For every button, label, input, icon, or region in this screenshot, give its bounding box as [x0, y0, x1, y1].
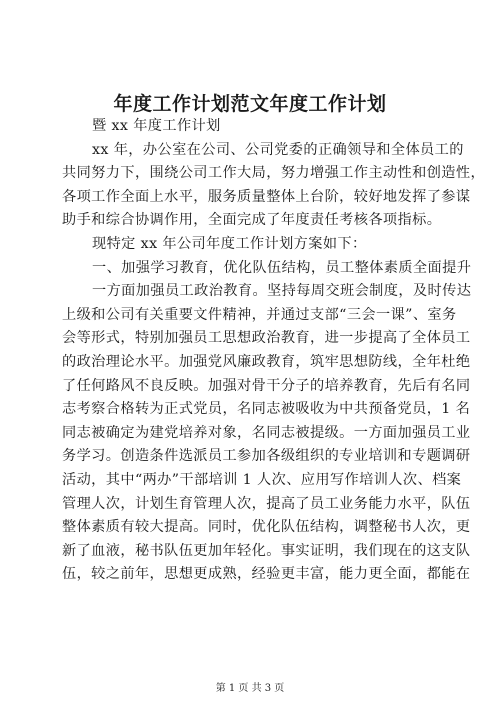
paragraph-line: 志考察合格转为正式党员，名同志被吸收为中共预备党员，1 名 [62, 401, 471, 418]
paragraph-line: 管理人次，计划生育管理人次，提高了员工业务能力水平，队伍 [62, 495, 471, 512]
paragraph-line: 整体素质有较大提高。同时，优化队伍结构，调整秘书人次，更 [62, 519, 471, 536]
paragraph-line: xx 年，办公室在公司、公司党委的正确领导和全体员工的 [92, 141, 464, 158]
document-title: 年度工作计划范文年度工作计划 [113, 93, 387, 115]
paragraph-line: 共同努力下，围绕公司工作大局，努力增强工作主动性和创造性， [62, 165, 486, 182]
paragraph-line: 会等形式，特别加强员工思想政治教育，进一步提高了全体员工 [62, 330, 471, 347]
paragraph-line: 伍，较之前年，思想更成熟，经验更丰富，能力更全面，都能在 [62, 566, 471, 583]
paragraph-line: 活动，其中“两办”干部培训 1 人次、应用写作培训人次、档案 [62, 471, 462, 488]
paragraph-line: 一方面加强员工政治教育。坚持每周交班会制度，及时传达 [92, 283, 472, 300]
paragraph-line: 同志被确定为建党培养对象，名同志被提级。一方面加强员工业 [62, 424, 471, 441]
paragraph-line: 现特定 xx 年公司年度工作计划方案如下： [92, 235, 367, 252]
document-body [62, 115, 486, 587]
paragraph-line: 新了血液，秘书队伍更加年轻化。事实证明，我们现在的这支队 [62, 542, 471, 559]
page-number-footer: 第 1 页 共 3 页 [215, 683, 285, 694]
subtitle-line: 暨 xx 年度工作计划 [92, 118, 221, 134]
section-heading: 一、加强学习教育，优化队伍结构，员工整体素质全面提升 [92, 259, 472, 276]
paragraph-line: 了任何路风不良反映。加强对骨干分子的培养教育，先后有名同 [62, 377, 471, 394]
paragraph-line: 上级和公司有关重要文件精神，并通过支部“三会一课”、室务 [62, 306, 457, 323]
paragraph-line: 的政治理论水平。加强党风廉政教育，筑牢思想防线，全年杜绝 [62, 353, 471, 370]
paragraph-line: 务学习。创造条件选派员工参加各级组织的专业培训和专题调研 [62, 448, 471, 465]
paragraph-line: 各项工作全面上水平，服务质量整体上台阶，较好地发挥了参谋 [62, 188, 471, 205]
paragraph-line: 助手和综合协调作用，全面完成了年度责任考核各项指标。 [62, 212, 442, 229]
